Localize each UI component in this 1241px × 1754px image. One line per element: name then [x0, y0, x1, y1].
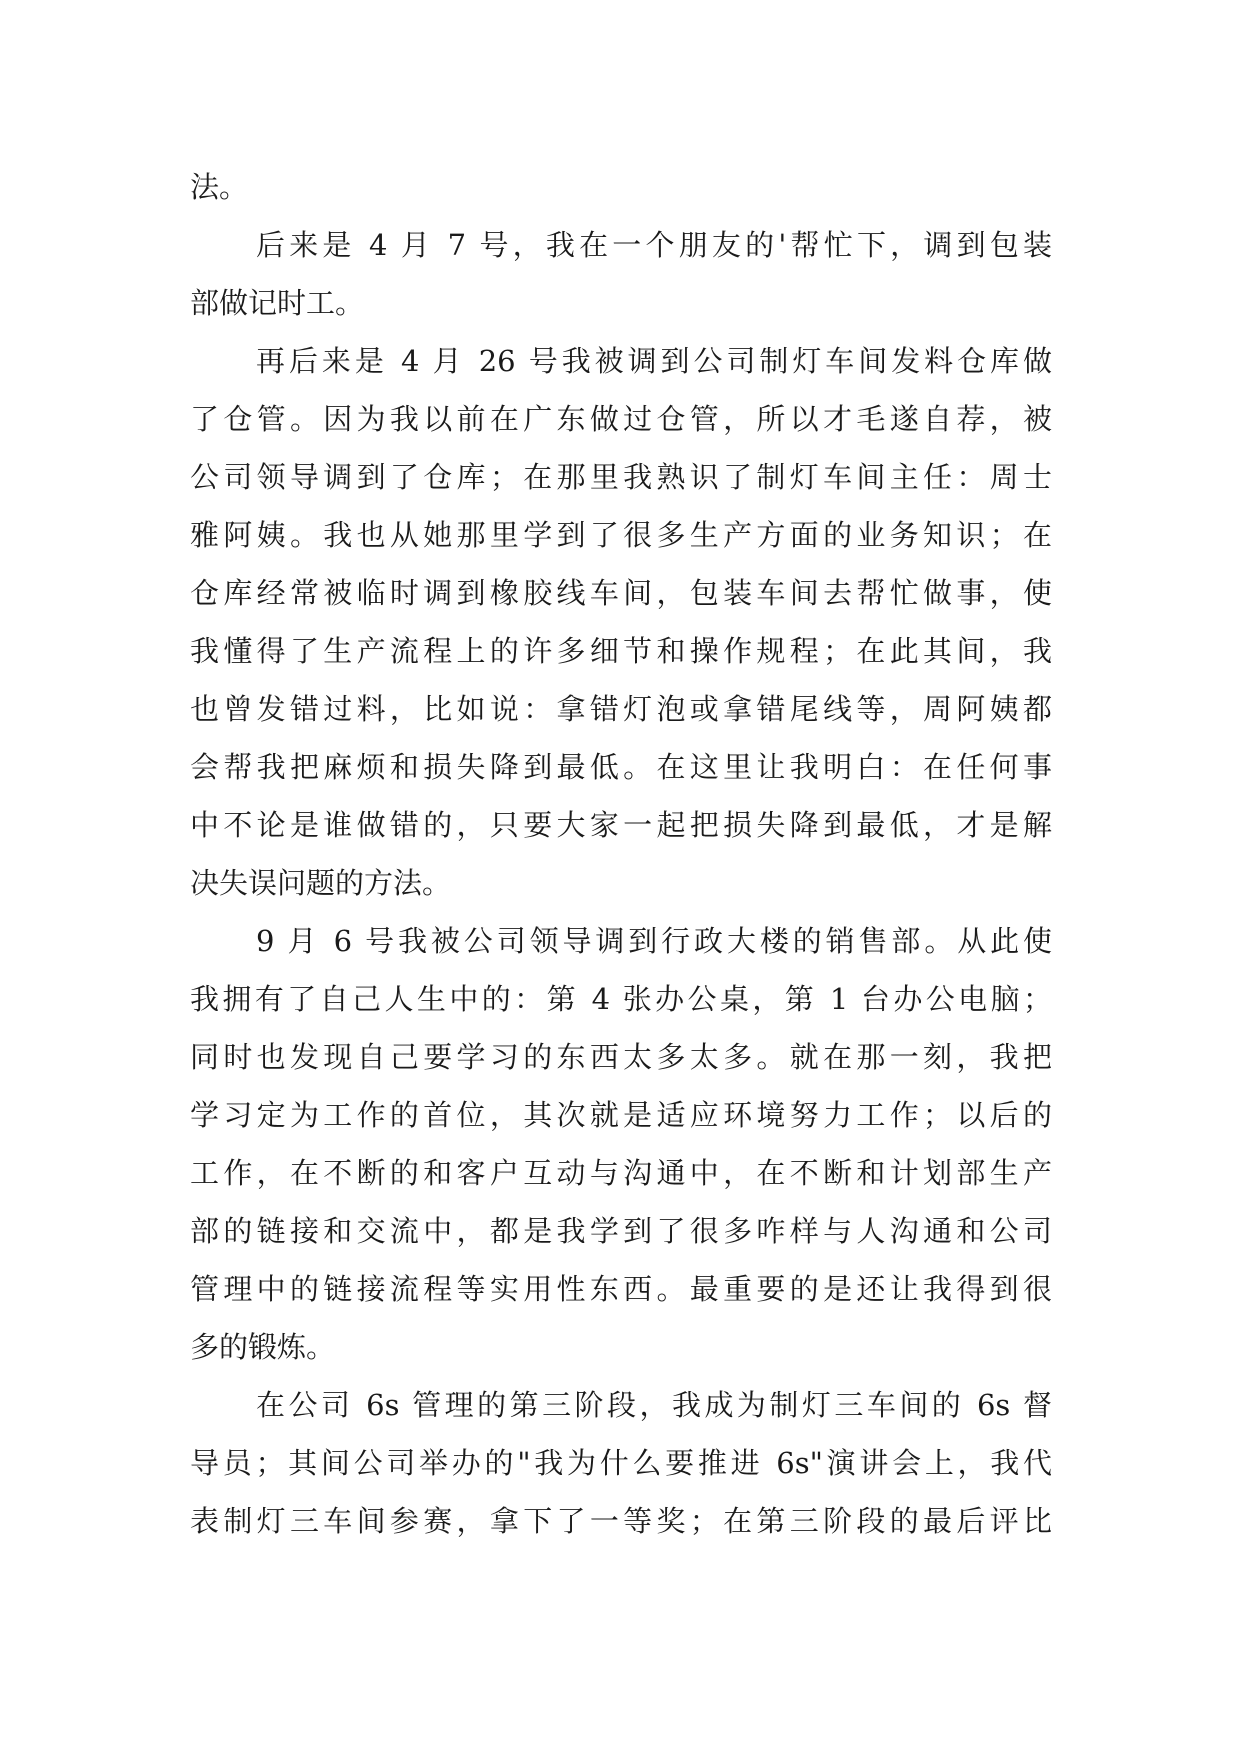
text-line: 学习定为工作的首位，其次就是适应环境努力工作；以后的	[190, 1098, 1052, 1132]
text-line: 导员；其间公司举办的"我为什么要推进 6s"演讲会上，我代	[190, 1446, 1052, 1480]
text-line: 同时也发现自己要学习的东西太多太多。就在那一刻，我把	[190, 1040, 1052, 1074]
paragraph-3	[190, 332, 1052, 912]
text-line: 了仓管。因为我以前在广东做过仓管，所以才毛遂自荐，被	[190, 402, 1052, 436]
text-line: 仓库经常被临时调到橡胶线车间，包装车间去帮忙做事，使	[190, 576, 1052, 610]
text-line: 表制灯三车间参赛，拿下了一等奖；在第三阶段的最后评比	[190, 1504, 1052, 1538]
text-line: 在公司 6s 管理的第三阶段，我成为制灯三车间的 6s 督	[256, 1388, 1052, 1422]
text-line: 我懂得了生产流程上的许多细节和操作规程；在此其间，我	[190, 634, 1052, 668]
text-line: 决失误问题的方法。	[190, 866, 452, 900]
text-line: 部做记时工。	[190, 286, 365, 320]
text-line: 后来是 4 月 7 号，我在一个朋友的'帮忙下，调到包装	[256, 228, 1052, 262]
text-line: 我拥有了自己人生中的：第 4 张办公桌，第 1 台办公电脑；	[190, 982, 1052, 1016]
text-line: 管理中的链接流程等实用性东西。最重要的是还让我得到很	[190, 1272, 1052, 1306]
text-line: 也曾发错过料，比如说：拿错灯泡或拿错尾线等，周阿姨都	[190, 692, 1052, 726]
text-line: 再后来是 4 月 26 号我被调到公司制灯车间发料仓库做	[256, 344, 1052, 378]
paragraph-2	[190, 216, 1052, 332]
text-line: 中不论是谁做错的，只要大家一起把损失降到最低，才是解	[190, 808, 1052, 842]
document-body	[190, 158, 1052, 1550]
text-line: 法。	[190, 170, 249, 204]
text-line: 雅阿姨。我也从她那里学到了很多生产方面的业务知识；在	[190, 518, 1052, 552]
text-line: 多的锻炼。	[190, 1330, 336, 1364]
paragraph-1	[190, 158, 1052, 216]
text-line: 部的链接和交流中，都是我学到了很多咋样与人沟通和公司	[190, 1214, 1052, 1248]
paragraph-5	[190, 1376, 1052, 1550]
text-line: 工作，在不断的和客户互动与沟通中，在不断和计划部生产	[190, 1156, 1052, 1190]
text-line: 会帮我把麻烦和损失降到最低。在这里让我明白：在任何事	[190, 750, 1052, 784]
text-line: 公司领导调到了仓库；在那里我熟识了制灯车间主任：周士	[190, 460, 1052, 494]
text-line: 9 月 6 号我被公司领导调到行政大楼的销售部。从此使	[256, 924, 1052, 958]
paragraph-4	[190, 912, 1052, 1376]
